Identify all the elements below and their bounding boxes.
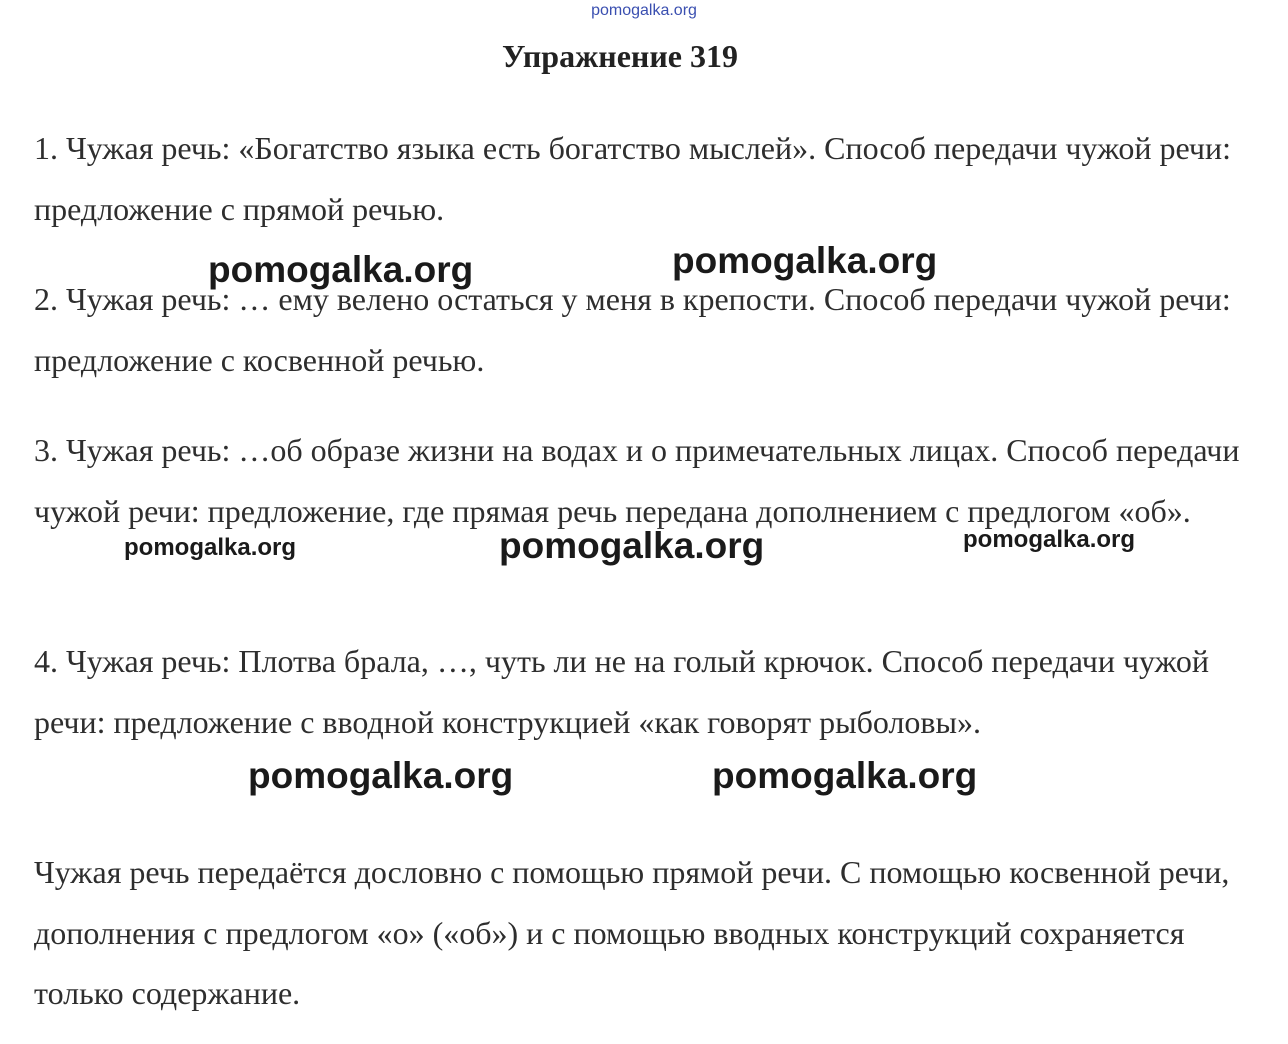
watermark-text: pomogalka.org	[208, 249, 474, 290]
answer-paragraph-3: 3. Чужая речь: …об образе жизни на водах и о примечательных лицах. Способ передачи чужой речи: предложение, где прямая речь передана дополнением с предлогом «об».	[34, 432, 1240, 529]
page-title: Упражнение 319	[501, 38, 738, 74]
top-watermark-link[interactable]: pomogalka.org	[591, 2, 697, 19]
watermark-text: pomogalka.org	[712, 755, 978, 796]
watermark-text: pomogalka.org	[124, 534, 297, 561]
watermark-text: pomogalka.org	[499, 525, 765, 566]
answer-paragraph-4: 4. Чужая речь: Плотва брала, …, чуть ли не на голый крючок. Способ передачи чужой речи: предложение с вводной конструкцией «как говорят рыболовы».	[34, 643, 1210, 740]
answer-paragraph-2: 2. Чужая речь: … ему велено остаться у меня в крепости. Способ передачи чужой речи: предложение с косвенной речью.	[34, 281, 1231, 378]
answer-paragraph-1: 1. Чужая речь: «Богатство языка есть богатство мыслей». Способ передачи чужой речи: предложение с прямой речью.	[34, 130, 1232, 227]
watermark-text: pomogalka.org	[963, 526, 1136, 553]
watermark-text: pomogalka.org	[248, 755, 514, 796]
conclusion-paragraph: Чужая речь передаётся дословно с помощью прямой речи. С помощью косвенной речи, дополнения с предлогом «о» («об») и с помощью вводных конструкций сохраняется только содержание.	[34, 854, 1230, 1011]
watermark-text: pomogalka.org	[672, 240, 938, 281]
